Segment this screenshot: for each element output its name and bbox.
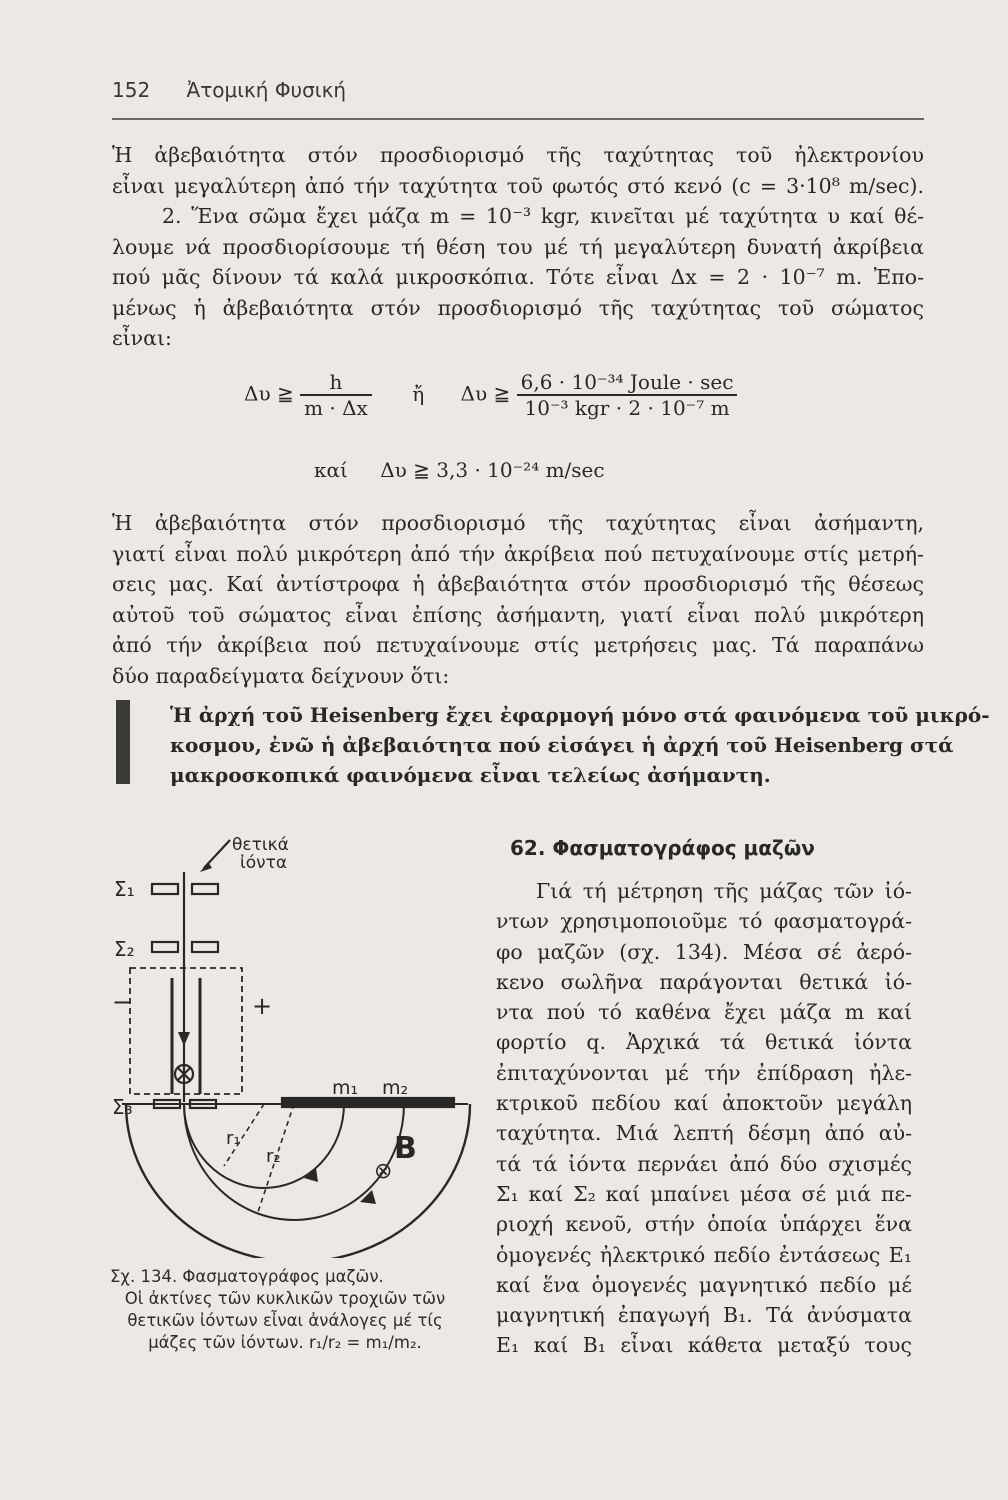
section-title: 62. Φασματογράφος μαζῶν [510, 836, 815, 860]
equation-result-line [314, 458, 605, 482]
caption-line: Οἱ ἀκτίνες τῶν κυκλικῶν τροχιῶν τῶν [124, 1289, 446, 1308]
text-line: εἶναι μεγαλύτερη ἀπό τήν ταχύτητα τοῦ φωτός στό κενό (c = 3·10⁸ m/sec). [112, 173, 924, 198]
text-line: ριοχή κενοῦ, στήν ὁποία ὑπάρχει ἕνα [496, 1212, 912, 1237]
paragraph-conclusion [112, 508, 924, 691]
heisenberg-principle-box [170, 700, 990, 790]
equation-result: Δυ ≧ 3,3 · 10⁻²⁴ m/sec [380, 458, 605, 482]
text-line: ντων χρησιμοποιοῦμε τό φασματογρά- [496, 909, 912, 934]
highlight-bar [116, 700, 130, 784]
text-line: κοσμου, ἐνῶ ἡ ἀβεβαιότητα πού εἰσάγει ἡ ἀρχή τοῦ Heisenberg στά [170, 733, 954, 757]
radius-label-r2: r₂ [266, 1146, 281, 1167]
equation-lhs: Δυ ≧ [244, 381, 294, 406]
photographic-plate [282, 1098, 454, 1107]
mass-label-m2: m₂ [382, 1077, 409, 1099]
fraction-numerator: 6,6 · 10⁻³⁴ Joule · sec [517, 370, 738, 396]
section-body [496, 876, 912, 1361]
text-line: μαγνητική ἐπαγωγή B₁. Τά ἀνύσματα [496, 1303, 912, 1328]
text-line: ντα πού τό καθένα ἔχει μάζα m καί [496, 1000, 912, 1025]
header-rule [112, 118, 924, 120]
fraction-h-over-mdx [300, 370, 372, 420]
slit-plate [192, 942, 218, 952]
text-line: 2. Ἕνα σῶμα ἔχει μάζα m = 10⁻³ kgr, κινεῖται μέ ταχύτητα υ καί θέ- [162, 204, 924, 228]
field-direction-symbol: ⊗ [374, 1159, 393, 1184]
text-line: μένως ἡ ἀβεβαιότητα στόν προσδιορισμό τῆς ταχύτητας τοῦ σώματος [112, 295, 924, 320]
text-line: ὁμογενές ἠλεκτρικό πεδίο ἐντάσεως E₁ [496, 1242, 912, 1267]
text-line: αὐτοῦ τοῦ σώματος εἶναι ἐπίσης ἀσήμαντη, γιατί εἶναι πολύ μικρότερη [112, 602, 924, 627]
field-label-b: B [394, 1131, 417, 1166]
slit-plate [192, 884, 218, 894]
slit-label-s1: Σ₁ [114, 877, 135, 901]
ions-label: ἰόντα [240, 853, 288, 873]
ions-label: θετικά [232, 835, 289, 855]
text-line: Ἡ ἀβεβαιότητα στόν προσδιορισμό τῆς ταχύτητας τοῦ ἠλεκτρονίου [112, 143, 924, 167]
text-line: γιατί εἶναι πολύ μικρότερη ἀπό τήν ἀκρίβεια πού πετυχαίνουμε στίς μετρή- [112, 541, 924, 566]
text-line: φορτίο q. Ἀρχικά τά θετικά ἰόντα [496, 1030, 912, 1055]
text-line: πού μᾶς δίνουν τά καλά μικροσκόπια. Τότε εἶναι Δx = 2 · 10⁻⁷ m. Ἐπο- [112, 265, 924, 289]
text-line: εἶναι: [112, 326, 172, 350]
uncertainty-equation [244, 370, 737, 420]
text-line: ἀπό τήν ἀκρίβεια πού πετυχαίνουμε στίς μετρήσεις μας. Τά παραπάνω [112, 633, 924, 657]
text-line: κτρικοῦ πεδίου καί ἀποκτοῦν μεγάλη [496, 1091, 912, 1116]
mass-label-m1: m₁ [332, 1077, 359, 1099]
text-line: ταχύτητα. Μιά λεπτή δέσμη ἀπό αὐ- [496, 1121, 912, 1146]
caption-title: Σχ. 134. Φασματογράφος μαζῶν. [110, 1267, 384, 1286]
text-line: ἐπιταχύνονται μέ τήν ἐπίδραση ἠλε- [496, 1060, 912, 1085]
fraction-denominator: m · Δx [304, 396, 368, 420]
figure-caption [110, 1266, 460, 1354]
text-line: E₁ καί B₁ εἶναι κάθετα μεταξύ τους [496, 1333, 912, 1358]
fraction-numerator: h [300, 370, 372, 396]
page-header [112, 78, 346, 102]
slit-plate [152, 942, 178, 952]
slit-label-s3: Σ₃ [112, 1095, 133, 1119]
text-line: φο μαζῶν (σχ. 134). Μέσα σέ ἀερό- [496, 939, 912, 964]
caption-line: θετικῶν ἰόντων εἶναι ἀνάλογες μέ τίς [127, 1311, 443, 1330]
text-line: λουμε νά προσδιορίσουμε τή θέση του μέ τή μεγαλύτερη δυνατή ἀκρίβεια [112, 234, 924, 259]
text-line: Γιά τή μέτρηση τῆς μάζας τῶν ἰό- [536, 879, 912, 903]
minus-sign: − [112, 988, 133, 1016]
text-line: Ἡ ἀβεβαιότητα στόν προσδιορισμό τῆς ταχύτητας εἶναι ἀσήμαντη, [112, 511, 924, 535]
slit-plate [152, 884, 178, 894]
fraction-denominator: 10⁻³ kgr · 2 · 10⁻⁷ m [524, 396, 730, 420]
radius-label-r1: r₁ [226, 1128, 241, 1149]
text-line: καί ἕνα ὁμογενές μαγνητικό πεδίο μέ [496, 1272, 912, 1297]
running-title: Ἀτομική Φυσική [186, 78, 347, 102]
caption-line: μάζες τῶν ἰόντων. r₁/r₂ = m₁/m₂. [148, 1333, 422, 1352]
equation-and: καί [314, 458, 348, 482]
text-line: τά τά ἰόντα περνάει ἀπό δύο σχισμές [496, 1151, 912, 1176]
paragraph-example-electron [112, 140, 924, 354]
text-line: μακροσκοπικά φαινόμενα εἶναι τελείως ἀσήμαντη. [170, 763, 771, 787]
equation-or: ἤ [412, 381, 425, 406]
plus-sign: + [252, 992, 273, 1020]
text-line: Ἡ ἀρχή τοῦ Heisenberg ἔχει ἐφαρμογή μόνο στά φαινόμενα τοῦ μικρό- [170, 703, 990, 727]
mass-spectrograph-figure [108, 828, 488, 1258]
page-number: 152 [112, 78, 151, 102]
text-line: σεις μας. Καί ἀντίστροφα ἡ ἀβεβαιότητα στόν προσδιορισμό τῆς θέσεως [112, 572, 924, 596]
text-line: κενο σωλῆνα παράγονται θετικά ἰό- [496, 969, 912, 994]
text-line: δύο παραδείγματα δείχνουν ὅτι: [112, 663, 450, 688]
slit-label-s2: Σ₂ [114, 937, 135, 961]
text-line: Σ₁ καί Σ₂ καί μπαίνει μέσα σέ μιά πε- [496, 1181, 912, 1206]
equation-lhs: Δυ ≧ [460, 381, 511, 406]
fraction-numeric [517, 370, 738, 420]
